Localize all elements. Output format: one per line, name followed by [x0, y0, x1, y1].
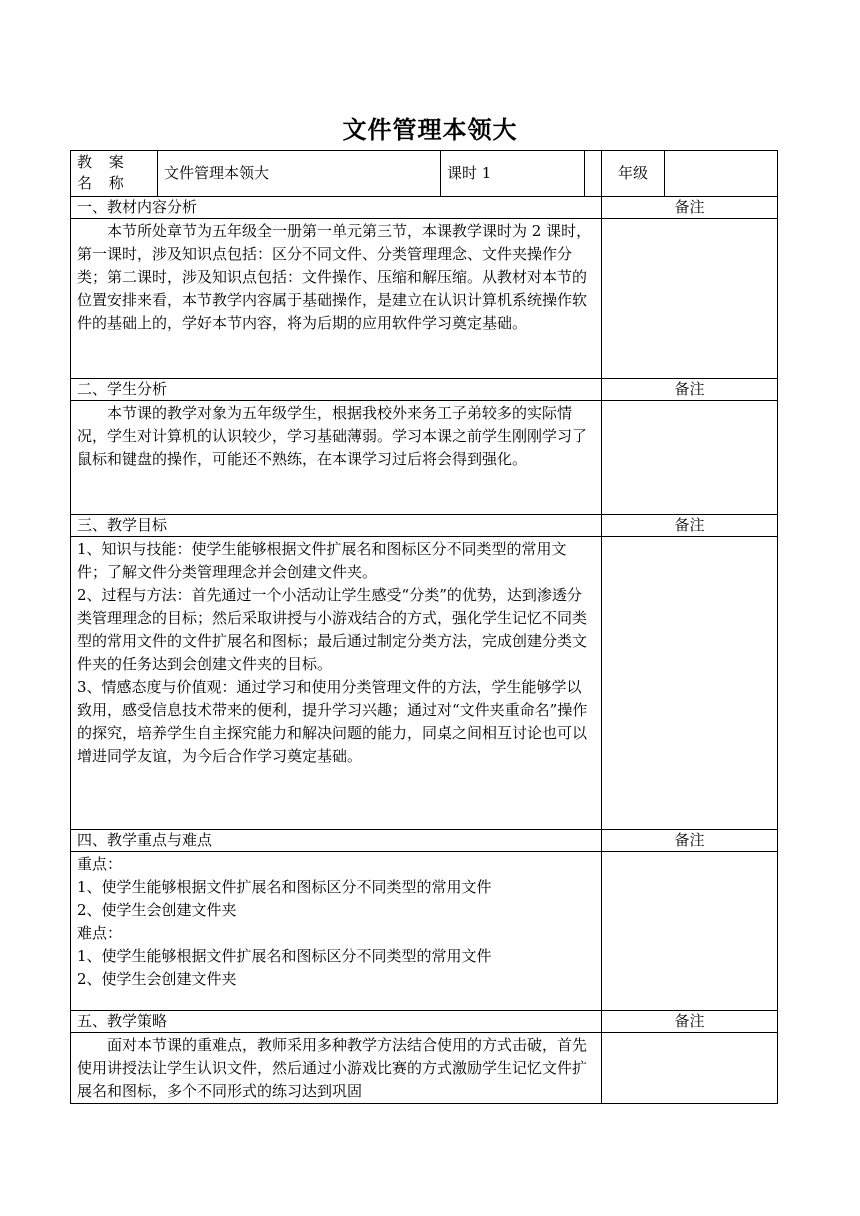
section-body	[71, 852, 602, 1011]
note-cell	[602, 852, 778, 1011]
lesson-name-value: 文件管理本领大	[158, 151, 441, 197]
section-body	[71, 219, 602, 379]
paragraph: 2、使学生会创建文件夹	[77, 901, 237, 919]
paragraph: 3、情感态度与价值观：通过学习和使用分类管理文件的方法，学生能够学以致用，感受信息技术带来的便利，提升学习兴趣；通过对“文件夹重命名”操作的探究，培养学生自主探究能力和解决问题的能力，同桌之间相互讨论也可以增进同学友谊，为今后合作学习奠定基础。	[77, 678, 588, 765]
note-cell	[602, 401, 778, 515]
section-heading: 一、教材内容分析	[71, 197, 602, 219]
section-body-row	[71, 852, 778, 1011]
section-body-row	[71, 219, 778, 379]
paragraph: 本节所处章节为五年级全一册第一单元第三节，本课教学课时为 2 课时，第一课时，涉及知识点包括：区分不同文件、分类管理理念、文件夹操作分类；第二课时，涉及知识点包括：文件操作、压缩和解压缩。从教材对本节的位置安排来看，本节教学内容属于基础操作，是建立在认识计算机系统操作软件的基础上的，学好本节内容，将为后期的应用软件学习奠定基础。	[77, 222, 592, 332]
section-heading: 四、教学重点与难点	[71, 830, 602, 852]
note-label: 备注	[602, 379, 778, 401]
paragraph: 本节课的教学对象为五年级学生，根据我校外来务工子弟较多的实际情况，学生对计算机的认识较少，学习基础薄弱。学习本课之前学生刚刚学习了鼠标和键盘的操作，可能还不熟练，在本课学习过后将会得到强化。	[77, 404, 588, 468]
section-body	[71, 537, 602, 830]
grade-value	[665, 151, 778, 197]
section-body-row	[71, 537, 778, 830]
paragraph: 重点：	[77, 855, 123, 873]
note-label: 备注	[602, 515, 778, 537]
period-cell: 课时 1	[441, 151, 585, 197]
section-heading-row	[71, 515, 778, 537]
paragraph: 1、使学生能够根据文件扩展名和图标区分不同类型的常用文件	[77, 947, 492, 965]
note-label: 备注	[602, 197, 778, 219]
note-label: 备注	[602, 1011, 778, 1033]
lesson-name-label-cell	[71, 151, 158, 197]
section-heading: 三、教学目标	[71, 515, 602, 537]
section-body	[71, 401, 602, 515]
section-heading: 五、教学策略	[71, 1011, 602, 1033]
paragraph: 1、使学生能够根据文件扩展名和图标区分不同类型的常用文件	[77, 878, 492, 896]
paragraph: 面对本节课的重难点，教师采用多种教学方法结合使用的方式击破，首先使用讲授法让学生认识文件，然后通过小游戏比赛的方式激励学生记忆文件扩展名和图标，多个不同形式的练习达到巩固	[77, 1036, 588, 1100]
section-heading-row	[71, 830, 778, 852]
note-cell	[602, 537, 778, 830]
lesson-plan-table	[70, 150, 778, 1104]
header-row	[71, 151, 778, 197]
section-body-row	[71, 1033, 778, 1104]
paragraph: 2、使学生会创建文件夹	[77, 970, 237, 988]
section-body	[71, 1033, 602, 1104]
document-title: 文件管理本领大	[342, 116, 518, 144]
spacer-cell	[585, 151, 602, 197]
section-heading-row	[71, 1011, 778, 1033]
section-body-row	[71, 401, 778, 515]
note-label: 备注	[602, 830, 778, 852]
paragraph: 1、知识与技能：使学生能够根据文件扩展名和图标区分不同类型的常用文件；了解文件分类管理理念并会创建文件夹。	[77, 540, 567, 581]
paragraph: 2、过程与方法：首先通过一个小活动让学生感受“分类”的优势，达到渗透分类管理理念的目标；然后采取讲授与小游戏结合的方式，强化学生记忆不同类型的常用文件的文件扩展名和图标；最后通过制定分类方法，完成创建分类文件夹的任务达到会创建文件夹的目标。	[77, 586, 588, 673]
note-cell	[602, 219, 778, 379]
section-heading: 二、学生分析	[71, 379, 602, 401]
section-heading-row	[71, 379, 778, 401]
section-heading-row	[71, 197, 778, 219]
note-cell	[602, 1033, 778, 1104]
lesson-name-label: 教 案 名 称	[77, 153, 130, 192]
grade-label: 年级	[602, 151, 665, 197]
paragraph: 难点：	[77, 924, 123, 942]
